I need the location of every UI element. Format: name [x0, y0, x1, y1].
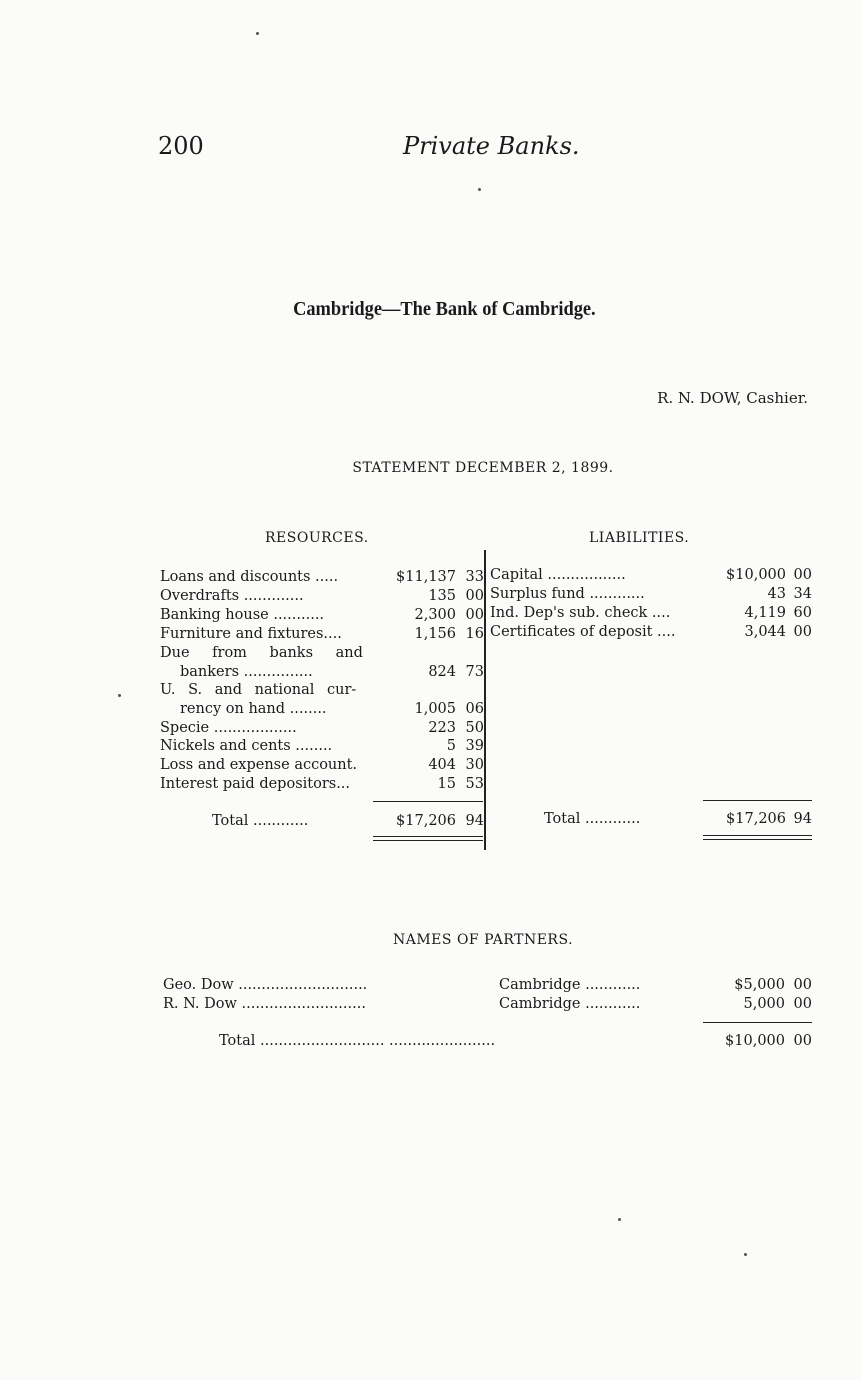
row-cents: 33: [465, 569, 484, 585]
row-dollars: 2,300: [414, 607, 456, 623]
scan-speck: [256, 32, 259, 35]
table-row: [160, 644, 486, 663]
table-row: [160, 606, 486, 625]
row-cents: 00: [793, 567, 812, 583]
row-label: rency on hand ........: [180, 701, 327, 717]
row-dollars: 15: [437, 776, 456, 792]
row-label: Ind. Dep's sub. check ....: [490, 605, 671, 621]
statement-date: STATEMENT DECEMBER 2, 1899.: [352, 460, 614, 476]
row-cents: 34: [793, 586, 812, 602]
table-row: [160, 756, 486, 775]
scan-speck: [478, 188, 481, 191]
row-cents: 73: [465, 664, 484, 680]
table-row: [160, 700, 486, 719]
row-label: bankers ...............: [180, 664, 313, 680]
scan-speck: [118, 694, 121, 697]
row-label: Banking house ...........: [160, 607, 325, 623]
scan-speck: [744, 1253, 747, 1256]
table-row: [160, 587, 486, 606]
table-row: [160, 568, 486, 587]
total-dollars: $10,000: [725, 1033, 785, 1049]
total-label: Total ............: [212, 813, 309, 829]
row-cents: 30: [465, 757, 484, 773]
row-cents: 00: [793, 624, 812, 640]
sum-rule: [373, 801, 483, 802]
row-cents: 60: [793, 605, 812, 621]
row-label: Certificates of deposit ....: [490, 624, 676, 640]
row-dollars: 3,044: [744, 624, 786, 640]
row-dollars: $11,137: [396, 569, 456, 585]
row-cents: 53: [465, 776, 484, 792]
total-label: Total ............: [544, 811, 641, 827]
partners-heading: NAMES OF PARTNERS.: [392, 932, 574, 948]
row-cents: 00: [465, 607, 484, 623]
row-cents: 39: [465, 738, 484, 754]
row-cents: 06: [465, 701, 484, 717]
page-number: 200: [158, 132, 204, 160]
partner-name: R. N. Dow ...........................: [163, 996, 366, 1012]
row-dollars: 4,119: [744, 605, 786, 621]
row-dollars: 223: [428, 720, 456, 736]
table-row: [490, 566, 814, 585]
row-cents: 50: [465, 720, 484, 736]
row-label: U. S. and national cur-: [160, 682, 357, 698]
double-rule: [703, 835, 812, 840]
total-row: [160, 812, 486, 831]
row-cents: 16: [465, 626, 484, 642]
double-rule: [373, 836, 483, 841]
partner-place: Cambridge ............: [499, 996, 641, 1012]
table-row: [490, 604, 814, 623]
row-dollars: 404: [428, 757, 456, 773]
partners-total-row: [163, 1032, 814, 1051]
table-row: [160, 737, 486, 756]
row-dollars: 43: [767, 586, 786, 602]
row-dollars: $10,000: [726, 567, 786, 583]
row-label: Furniture and fixtures....: [160, 626, 342, 642]
total-label: Total ........................... .......................: [219, 1033, 496, 1049]
total-cents: 94: [465, 813, 484, 829]
table-row: [160, 775, 486, 794]
table-row: [160, 719, 486, 738]
scan-speck: [618, 1218, 621, 1221]
partner-cents: 00: [793, 996, 812, 1012]
total-cents: 94: [793, 811, 812, 827]
table-row: [160, 681, 486, 700]
row-label: Nickels and cents ........: [160, 738, 333, 754]
row-dollars: 135: [428, 588, 456, 604]
resources-heading: RESOURCES.: [265, 530, 369, 546]
total-cents: 00: [793, 1033, 812, 1049]
row-dollars: 824: [428, 664, 456, 680]
row-label: Due from banks and: [160, 645, 363, 661]
row-label: Loans and discounts .....: [160, 569, 339, 585]
partner-name: Geo. Dow ............................: [163, 977, 368, 993]
partner-dollars: $5,000: [734, 977, 785, 993]
partner-place: Cambridge ............: [499, 977, 641, 993]
row-label: Overdrafts .............: [160, 588, 304, 604]
row-cents: 00: [465, 588, 484, 604]
cashier-line: R. N. DOW, Cashier.: [657, 389, 808, 407]
sum-rule: [703, 800, 812, 801]
row-label: Specie ..................: [160, 720, 297, 736]
partner-dollars: 5,000: [743, 996, 785, 1012]
row-label: Loss and expense account.: [160, 757, 358, 773]
partner-cents: 00: [793, 977, 812, 993]
total-dollars: $17,206: [396, 813, 456, 829]
table-row: [160, 625, 486, 644]
partner-row: [163, 976, 814, 995]
row-dollars: 1,156: [414, 626, 456, 642]
row-dollars: 5: [446, 738, 456, 754]
liabilities-heading: LIABILITIES.: [589, 530, 690, 546]
row-label: Capital .................: [490, 567, 626, 583]
table-row: [490, 623, 814, 642]
running-title: Private Banks.: [403, 132, 580, 160]
row-label: Surplus fund ............: [490, 586, 645, 602]
table-row: [160, 663, 486, 682]
total-dollars: $17,206: [726, 811, 786, 827]
bank-title: Cambridge—The Bank of Cambridge.: [293, 298, 596, 320]
row-label: Interest paid depositors...: [160, 776, 351, 792]
partner-row: [163, 995, 814, 1014]
total-row: [490, 810, 814, 829]
row-dollars: 1,005: [414, 701, 456, 717]
table-row: [490, 585, 814, 604]
sum-rule: [703, 1022, 812, 1023]
